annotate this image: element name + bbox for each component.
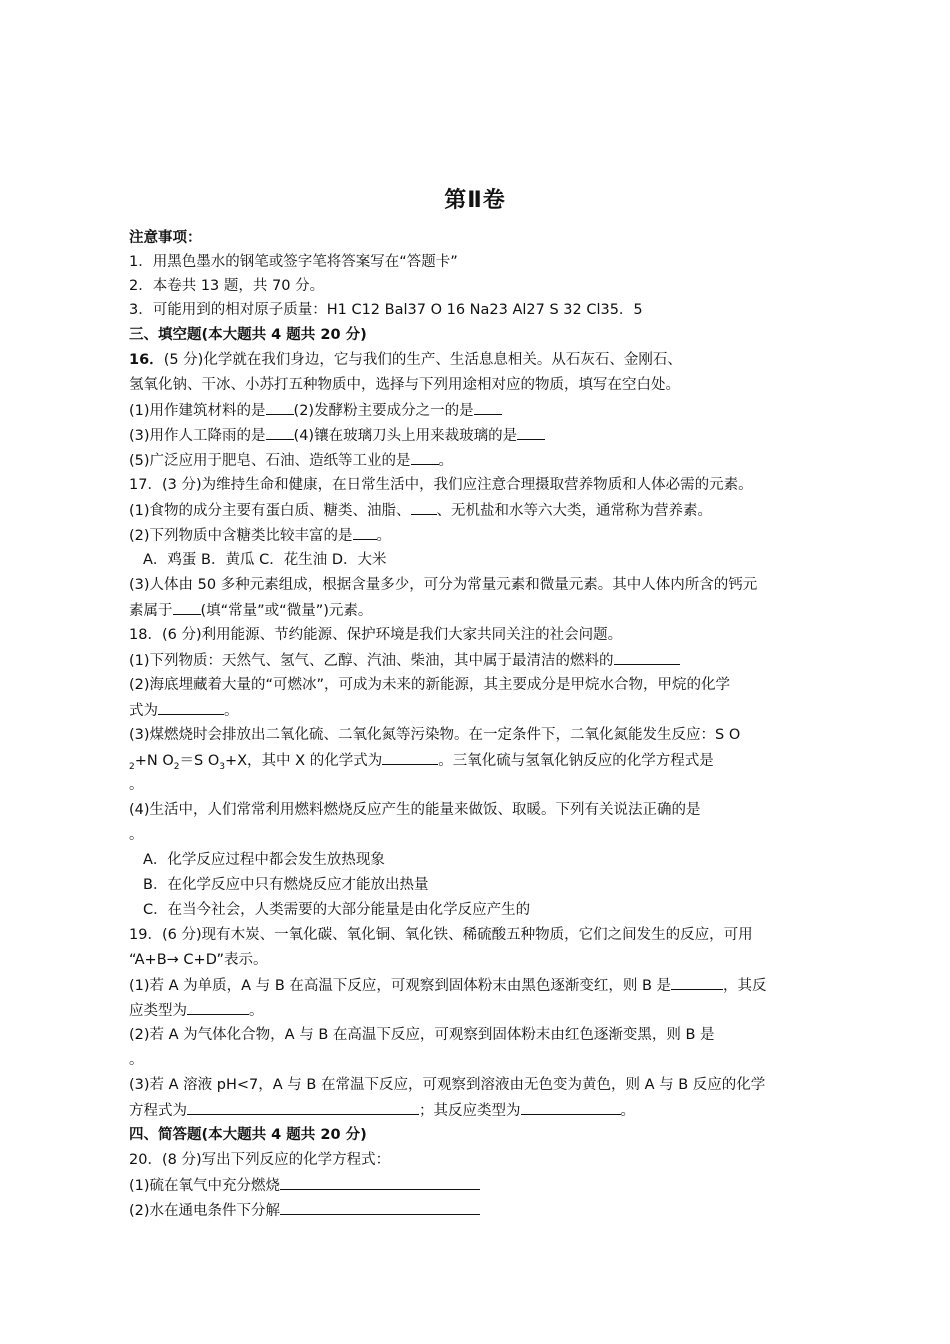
answer-blank[interactable] — [280, 1200, 480, 1215]
question-18-part-4: (4)生活中，人们常常利用燃料燃烧反应产生的能量来做饭、取暖。下列有关说法正确的是 — [129, 802, 701, 818]
answer-blank[interactable] — [173, 600, 201, 615]
question-19-part-2-end: 。 — [129, 1052, 144, 1068]
answer-blank[interactable] — [614, 650, 680, 665]
answer-blank[interactable] — [266, 400, 294, 415]
section-4-heading: 四、简答题(本大题共 4 题共 20 分) — [129, 1127, 367, 1143]
question-16-part-1-2: (1)用作建筑材料的是 (2)发酵粉主要成分之一的是 — [129, 400, 835, 421]
answer-blank[interactable] — [382, 750, 438, 765]
note-item: 2．本卷共 13 题，共 70 分。 — [129, 278, 325, 294]
question-16-part-3-4: (3)用作人工降雨的是 (4)镶在玻璃刀头上用来裁玻璃的是 — [129, 425, 835, 446]
answer-blank[interactable] — [187, 1100, 419, 1115]
question-18-part-3-equation: $_2$+N $O_2=S$ $O_3+X$，其中 X 的化学式为 。三氧化硫与氢氧化钠反应的化学方程式是 — [129, 750, 835, 777]
question-18-intro: 18．(6 分)利用能源、节约能源、保护环境是我们大家共同关注的社会问题。 — [129, 627, 623, 643]
question-18-part-2-cont: 式为 。 — [129, 700, 835, 721]
question-18-part-2: (2)海底埋藏着大量的“可燃冰”，可成为未来的新能源，其主要成分是甲烷水合物，甲烷的化学 — [129, 677, 731, 693]
question-16-intro-cont: 氢氧化钠、干冰、小苏打五种物质中，选择与下列用途相对应的物质，填写在空白处。 — [129, 377, 680, 393]
answer-blank[interactable] — [517, 425, 545, 440]
note-item: 3．可能用到的相对原子质量：H1 C12 Bal37 O 16 Na23 Al27 S 32 Cl35．5 — [129, 302, 643, 318]
question-18-option-a: A．化学反应过程中都会发生放热现象 — [143, 852, 385, 868]
answer-blank[interactable] — [474, 400, 502, 415]
question-20-intro: 20．(8 分)写出下列反应的化学方程式： — [129, 1152, 391, 1168]
question-19-part-3: (3)若 A 溶液 pH<7，A 与 B 在常温下反应，可观察到溶液由无色变为黄色，则 A 与 B 反应的化学 — [129, 1077, 766, 1093]
answer-blank[interactable] — [411, 450, 439, 465]
question-18-option-b: B．在化学反应中只有燃烧反应才能放出热量 — [143, 877, 429, 893]
question-19-intro: 19．(6 分)现有木炭、一氧化碳、氧化铜、氧化铁、稀硫酸五种物质，它们之间发生的反应，可用 — [129, 927, 753, 943]
notes-heading: 注意事项： — [129, 230, 202, 246]
question-19-part-1-cont: 应类型为 。 — [129, 1000, 835, 1021]
answer-blank[interactable] — [521, 1100, 621, 1115]
question-16-intro: 16．(5 分)化学就在我们身边，它与我们的生产、生活息息相关。从石灰石、金刚石、 — [129, 352, 682, 368]
question-17-options: A．鸡蛋 B．黄瓜 C．花生油 D．大米 — [143, 552, 387, 568]
question-20-part-2: (2)水在通电条件下分解 — [129, 1200, 835, 1221]
question-17-intro: 17．(3 分)为维持生命和健康，在日常生活中，我们应注意合理摄取营养物质和人体必需的元素。 — [129, 477, 753, 493]
question-19-intro-cont: “A+B→ C+D”表示。 — [129, 952, 268, 968]
answer-blank[interactable] — [411, 500, 437, 515]
question-17-part-2: (2)下列物质中含糖类比较丰富的是 。 — [129, 525, 835, 546]
question-19-part-1: (1)若 A 为单质，A 与 B 在高温下反应，可观察到固体粉末由黑色逐渐变红，则 B 是 ，其反 — [129, 975, 835, 996]
question-19-part-3-cont: 方程式为 ；其反应类型为 。 — [129, 1100, 835, 1121]
page-title: 第Ⅱ卷 — [444, 188, 506, 213]
question-18-part-1: (1)下列物质：天然气、氢气、乙醇、汽油、柴油，其中属于最清洁的燃料的 — [129, 650, 835, 671]
answer-blank[interactable] — [266, 425, 294, 440]
note-item: 1．用黑色墨水的钢笔或签字笔将答案写在“答题卡” — [129, 254, 458, 270]
answer-blank[interactable] — [187, 1000, 249, 1015]
question-18-part-4-end: 。 — [129, 827, 144, 843]
question-18-part-3: (3)煤燃烧时会排放出二氧化硫、二氧化氮等污染物。在一定条件下，二氧化氮能发生反应：S O — [129, 727, 741, 743]
question-16-number: 16． — [129, 352, 164, 368]
question-19-part-2: (2)若 A 为气体化合物，A 与 B 在高温下反应，可观察到固体粉末由红色逐渐变黑，则 B 是 — [129, 1027, 715, 1043]
section-3-heading: 三、填空题(本大题共 4 题共 20 分) — [129, 327, 367, 343]
answer-blank[interactable] — [280, 1175, 480, 1190]
question-18-part-3-end: 。 — [129, 777, 144, 793]
question-18-option-c: C．在当今社会，人类需要的大部分能量是由化学反应产生的 — [143, 902, 531, 918]
question-17-part-3: (3)人体由 50 多种元素组成，根据含量多少，可分为常量元素和微量元素。其中人体内所含的钙元 — [129, 577, 758, 593]
answer-blank[interactable] — [353, 525, 377, 540]
question-16-part-5: (5)广泛应用于肥皂、石油、造纸等工业的是 。 — [129, 450, 835, 471]
question-20-part-1: (1)硫在氧气中充分燃烧 — [129, 1175, 835, 1196]
answer-blank[interactable] — [158, 700, 224, 715]
answer-blank[interactable] — [671, 975, 723, 990]
question-17-part-3-cont: 素属于 (填“常量”或“微量”)元素。 — [129, 600, 835, 621]
question-17-part-1: (1)食物的成分主要有蛋白质、糖类、油脂、 、无机盐和水等六大类，通常称为营养素。 — [129, 500, 835, 521]
